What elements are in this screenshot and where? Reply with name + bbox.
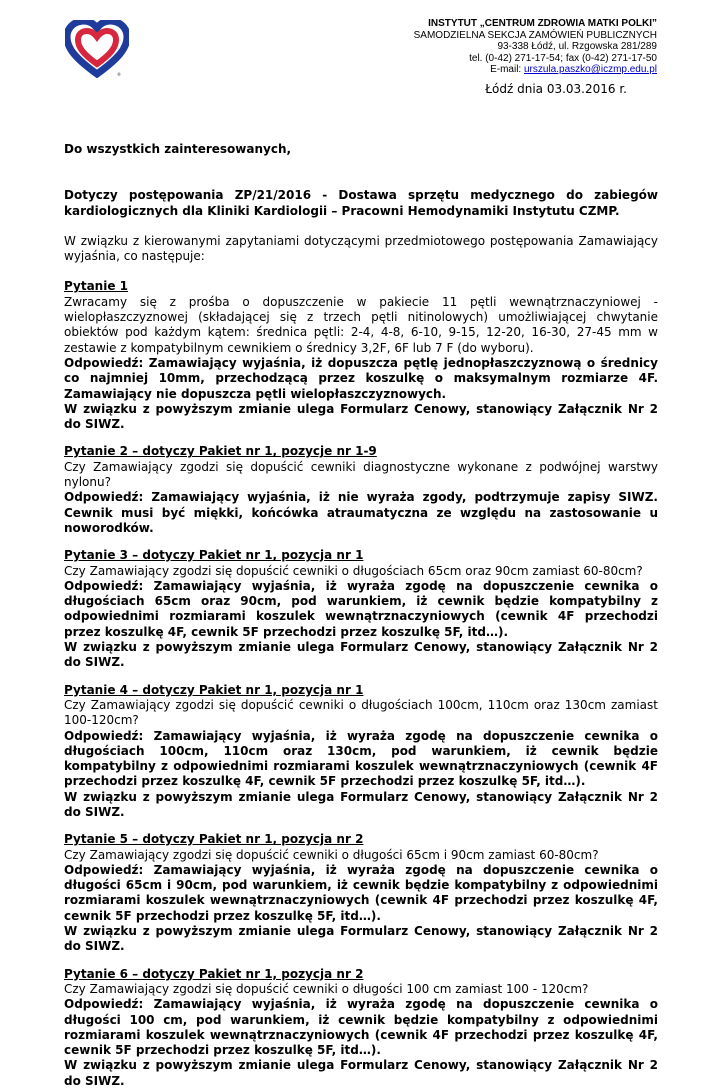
question-title: Pytanie 5 – dotyczy Pakiet nr 1, pozycja nr 2 xyxy=(64,832,364,847)
letter-body xyxy=(64,142,658,1089)
question-title: Pytanie 1 xyxy=(64,279,128,294)
question-title: Pytanie 3 – dotyczy Pakiet nr 1, pozycja nr 1 xyxy=(64,548,364,563)
phone-fax: tel. (0-42) 271-17-54; fax (0-42) 271-17-50 xyxy=(469,52,657,64)
question-block xyxy=(64,444,658,536)
question-text: Czy Zamawiający zgodzi się dopuścić cewniki diagnostyczne wykonane z podwójnej warstwy nylonu? xyxy=(64,459,658,490)
answer-text: Odpowiedź: Zamawiający wyjaśnia, iż nie wyraża zgody, podtrzymuje zapisy SIWZ. Cewnik musi być miękki, końcówka atraumatyczna ze względu na zastosowanie u noworodków. xyxy=(64,490,658,535)
question-title: Pytanie 2 – dotyczy Pakiet nr 1, pozycje nr 1-9 xyxy=(64,444,377,459)
svg-text:®: ® xyxy=(117,72,121,77)
change-note: W związku z powyższym zmianie ulega Formularz Cenowy, stanowiący Załącznik Nr 2 do SIWZ. xyxy=(64,924,658,954)
greeting: Do wszystkich zainteresowanych, xyxy=(64,142,292,156)
question-block xyxy=(64,279,658,432)
question-text: Czy Zamawiający zgodzi się dopuścić cewniki o długości 100 cm zamiast 100 - 120cm? xyxy=(64,981,589,996)
question-title: Pytanie 6 – dotyczy Pakiet nr 1, pozycja nr 2 xyxy=(64,966,364,981)
subject: Dotyczy postępowania ZP/21/2016 - Dostawa sprzętu medycznego do zabiegów kardiologicznych dla Kliniki Kardiologii – Pracowni Hemodynamiki Instytutu CZMP. xyxy=(64,188,658,218)
change-note: W związku z powyższym zmianie ulega Formularz Cenowy, stanowiący Załącznik Nr 2 do SIWZ. xyxy=(64,640,658,670)
address: 93-338 Łódź, ul. Rzgowska 281/289 xyxy=(497,41,657,52)
question-block xyxy=(64,967,658,1089)
question-block xyxy=(64,683,658,821)
email-label: E-mail: xyxy=(490,64,524,75)
email-line xyxy=(414,64,657,76)
question-text: Czy Zamawiający zgodzi się dopuścić cewniki o długościach 100cm, 110cm oraz 130cm zamiast 100-120cm? xyxy=(64,697,658,728)
answer-text: Odpowiedź: Zamawiający wyjaśnia, iż wyraża zgodę na dopuszczenie cewnika o długościach 65cm oraz 90cm, pod warunkiem, iż cewnik będzie kompatybilny z odpowiednimi rozmiarami koszulek wewnątrznaczyniowych (cewnik 4F przechodzi przez koszulkę 4F, cewnik 5F przechodzi przez koszulkę 5F, itd…). xyxy=(64,578,658,639)
institution-name: INSTYTUT „CENTRUM ZDROWIA MATKI POLKI” xyxy=(428,18,657,29)
answer-text: Odpowiedź: Zamawiający wyjaśnia, iż wyraża zgodę na dopuszczenie cewnika o długości 100 cm, pod warunkiem, iż cewnik będzie kompatybilny z odpowiednimi rozmiarami koszulek wewnątrznaczyniowych (cewnik 4F przechodzi przez koszulkę 4F, cewnik 5F przechodzi przez koszulkę 5F, itd…). xyxy=(64,997,658,1058)
change-note: W związku z powyższym zmianie ulega Formularz Cenowy, stanowiący Załącznik Nr 2 do SIWZ. xyxy=(64,789,658,819)
question-text: Czy Zamawiający zgodzi się dopuścić cewniki o długościach 65cm oraz 90cm zamiast 60-80cm? xyxy=(64,563,643,578)
answer-text: Odpowiedź: Zamawiający wyjaśnia, iż dopuszcza pętlę jednopłaszczyznową o średnicy co najmniej 10mm, przechodzącą przez koszulkę o maksymalnym rozmiarze 4F. Zamawiający nie dopuszcza pętli wielopłaszczyznowych. xyxy=(64,355,658,401)
letter-date: Łódź dnia 03.03.2016 r. xyxy=(485,82,627,96)
intro: W związku z kierowanymi zapytaniami dotyczącymi przedmiotowego postępowania Zamawiający wyjaśnia, co następuje: xyxy=(64,233,658,264)
answer-text: Odpowiedź: Zamawiający wyjaśnia, iż wyraża zgodę na dopuszczenie cewnika o długościach 100cm, 110cm oraz 130cm, pod warunkiem, iż cewnik będzie kompatybilny z odpowiednimi rozmiarami koszulek wewnątrznaczyniowych (cewnik 4F przechodzi przez koszulkę 4F, cewnik 5F przechodzi przez koszulkę 5F, itd…). xyxy=(64,728,658,789)
answer-text: Odpowiedź: Zamawiający wyjaśnia, iż wyraża zgodę na dopuszczenie cewnika o długości 65cm i 90cm, pod warunkiem, iż cewnik będzie kompatybilny z odpowiednimi rozmiarami koszulek wewnątrznaczyniowych (cewnik 4F przechodzi przez koszulkę 4F, cewnik 5F przechodzi przez koszulkę 5F, itd…). xyxy=(64,862,658,923)
question-block xyxy=(64,548,658,670)
question-text: Czy Zamawiający zgodzi się dopuścić cewniki o długości 65cm i 90cm zamiast 60-80cm? xyxy=(64,847,599,862)
heart-logo-icon xyxy=(65,20,129,78)
change-note: W związku z powyższym zmianie ulega Formularz Cenowy, stanowiący Załącznik Nr 2 do SIWZ. xyxy=(64,1058,658,1088)
question-text: Zwracamy się z prośba o dopuszczenie w pakiecie 11 pętli wewnątrznaczyniowej - wielopłaszczyznowej (składającej się z trzech pętli nitinolowych) umożliwiającej chwytanie obiektów pod każdym kątem: średnica pętli: 2-4, 4-8, 6-10, 9-15, 12-20, 16-30, 27-45 mm w zestawie z kompatybilnym cewnikiem o średnicy 3,2F, 6F lub 7 F (do wyboru). xyxy=(64,294,658,355)
email-link[interactable]: urszula.paszko@iczmp.edu.pl xyxy=(524,64,657,75)
section-name: SAMODZIELNA SEKCJA ZAMÓWIEŃ PUBLICZNYCH xyxy=(413,29,657,41)
question-title: Pytanie 4 – dotyczy Pakiet nr 1, pozycja nr 1 xyxy=(64,682,364,697)
letterhead xyxy=(414,18,657,76)
change-note: W związku z powyższym zmianie ulega Formularz Cenowy, stanowiący Załącznik Nr 2 do SIWZ. xyxy=(64,401,658,432)
question-block xyxy=(64,832,658,954)
